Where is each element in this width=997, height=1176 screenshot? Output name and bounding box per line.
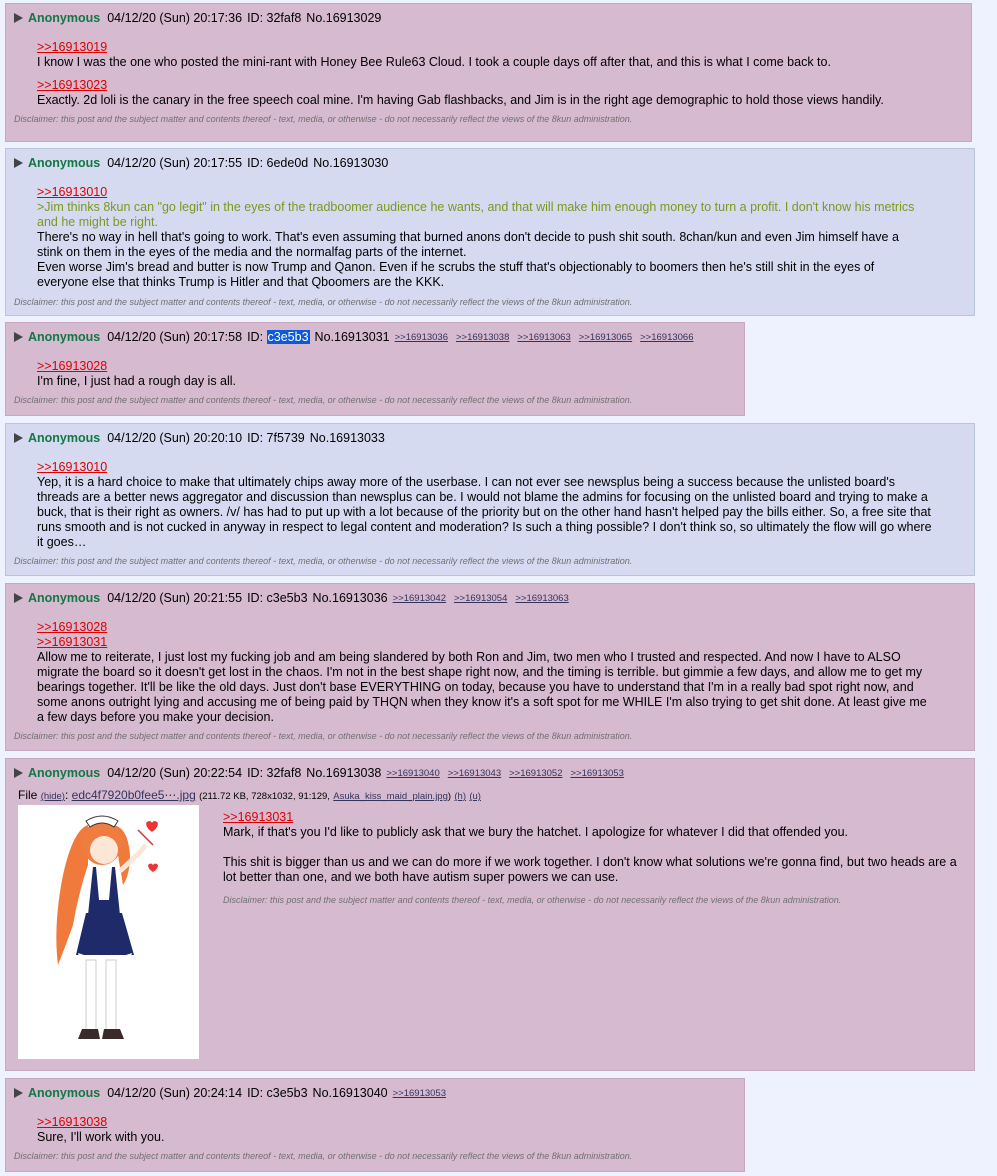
post-header (14, 584, 966, 612)
post-number[interactable]: No.16913036 (312, 591, 388, 605)
poster-name: Anonymous (28, 156, 101, 170)
file-info: File (hide): edc4f7920b0fee5⋯.jpg (211.72 KB, 728x1032, 91:129, Asuka_kiss_maid_plain.jpg) (h) (u) (18, 788, 481, 802)
post-text: There's no way in hell that's going to work. That's even assuming that burned anons don't decide to push shit south. 8chan/kun and even Jim himself have a stink on them in the eyes of the media and the normalfag parts of the internet. (37, 230, 899, 259)
post (5, 148, 975, 316)
poster-id[interactable]: c3e5b3 (266, 1086, 308, 1100)
disclaimer: Disclaimer: this post and the subject matter and contents thereof - text, media, or otherwise - do not necessarily reflect the views of the 8kun administration. (14, 556, 633, 566)
post-image-thumbnail[interactable] (18, 805, 199, 1059)
backlink[interactable]: >>16913054 (454, 592, 508, 604)
post-menu-arrow-icon[interactable] (14, 768, 23, 778)
quote-link[interactable]: >>16913023 (37, 78, 108, 92)
quote-link[interactable]: >>16913028 (37, 359, 108, 373)
quote-link[interactable]: >>16913038 (37, 1115, 108, 1129)
post-text: Exactly. 2d loli is the canary in the free speech coal mine. I'm having Gab flashbacks, and Jim is in the right age demographic to hold those views handily. (37, 93, 884, 107)
post-text: Mark, if that's you I'd like to publicly ask that we bury the hatchet. I apologize for whatever I did that offended you. (223, 825, 849, 839)
post-date: 04/12/20 (Sun) 20:17:58 (107, 330, 243, 344)
post-body (14, 1107, 736, 1145)
post-date: 04/12/20 (Sun) 20:20:10 (107, 431, 243, 445)
backlink[interactable]: >>16913052 (509, 767, 563, 779)
poster-id[interactable]: 6ede0d (266, 156, 309, 170)
backlink[interactable]: >>16913040 (386, 767, 440, 779)
post-body (14, 351, 736, 389)
poster-id-label: ID: (247, 591, 264, 605)
post-body (14, 32, 963, 108)
disclaimer: Disclaimer: this post and the subject matter and contents thereof - text, media, or otherwise - do not necessarily reflect the views of the 8kun administration. (14, 395, 633, 405)
backlink[interactable]: >>16913053 (392, 1087, 446, 1099)
file-details: (211.72 KB, 728x1032, 91:129, (199, 791, 330, 802)
file-u-link[interactable]: (u) (469, 791, 481, 802)
post-body (14, 177, 966, 290)
quote-link[interactable]: >>16913028 (37, 620, 108, 634)
poster-id[interactable]: c3e5b3 (266, 591, 308, 605)
backlink[interactable]: >>16913038 (456, 331, 510, 343)
post-text: I know I was the one who posted the mini-rant with Honey Bee Rule63 Cloud. I took a couple days off after that, and this is what I come back to. (37, 55, 831, 69)
post (5, 423, 975, 576)
poster-id-label: ID: (247, 11, 264, 25)
poster-id[interactable]: 32faf8 (266, 766, 302, 780)
post-menu-arrow-icon[interactable] (14, 593, 23, 603)
file-details-close: ) (447, 791, 452, 802)
backlink[interactable]: >>16913065 (578, 331, 633, 343)
post-number[interactable]: No.16913031 (314, 330, 390, 344)
post-number[interactable]: No.16913040 (312, 1086, 388, 1100)
post-date: 04/12/20 (Sun) 20:24:14 (107, 1086, 243, 1100)
quote-link[interactable]: >>16913010 (37, 460, 108, 474)
disclaimer: Disclaimer: this post and the subject matter and contents thereof - text, media, or otherwise - do not necessarily reflect the views of the 8kun administration. (14, 297, 633, 307)
backlink[interactable]: >>16913053 (570, 767, 624, 779)
original-filename-link[interactable]: Asuka_kiss_maid_plain.jpg (333, 791, 448, 802)
post (5, 583, 975, 751)
poster-name: Anonymous (28, 1086, 101, 1100)
anime-maid-illustration (18, 805, 199, 1059)
backlink[interactable]: >>16913063 (517, 331, 571, 343)
post-menu-arrow-icon[interactable] (14, 332, 23, 342)
post-text: Allow me to reiterate, I just lost my fucking job and am being slandered by both Ron and Jim, two men who I trusted and respected. And now I have to ALSO migrate the board so it doesn't get lost in the chaos. I'm not in the best shape right now, and the timing is terrible. but gimmie a few days, and allow me to get my bearings together. It'll be like the old days. Just don't base EVERYTHING on today, because you have to understand that I'm in a really bad spot right now, and some anons outright lying and accusing me of being paid by THQN when they know it's a soft spot for me WHILE I'm also trying to get shit done. At least give me a few days before you make your decision. (37, 650, 927, 724)
disclaimer: Disclaimer: this post and the subject matter and contents thereof - text, media, or otherwise - do not necessarily reflect the views of the 8kun administration. (14, 114, 633, 124)
post-header (14, 424, 966, 452)
post-text: This shit is bigger than us and we can do more if we work together. I don't know what solutions we're gonna find, but two heads are a lot better than one, and we both have autism super powers we can use. (223, 855, 957, 884)
post-menu-arrow-icon[interactable] (14, 1088, 23, 1098)
post-body (223, 810, 960, 908)
post-date: 04/12/20 (Sun) 20:22:54 (107, 766, 243, 780)
post-number[interactable]: No.16913030 (313, 156, 389, 170)
post-date: 04/12/20 (Sun) 20:17:55 (107, 156, 243, 170)
file-name-link[interactable]: edc4f7920b0fee5⋯.jpg (71, 788, 196, 802)
poster-name: Anonymous (28, 11, 101, 25)
hide-file-link[interactable]: (hide) (40, 791, 65, 802)
quote-link[interactable]: >>16913019 (37, 40, 108, 54)
post-text: Sure, I'll work with you. (37, 1130, 165, 1144)
quote-link[interactable]: >>16913010 (37, 185, 108, 199)
post (5, 322, 745, 416)
post-menu-arrow-icon[interactable] (14, 158, 23, 168)
post-body (14, 452, 966, 550)
post-header (14, 1079, 736, 1107)
post-date: 04/12/20 (Sun) 20:21:55 (107, 591, 243, 605)
post-header (14, 759, 966, 787)
post-header (14, 4, 963, 32)
poster-name: Anonymous (28, 591, 101, 605)
post (5, 1078, 745, 1172)
poster-id-label: ID: (247, 766, 264, 780)
post-number[interactable]: No.16913033 (309, 431, 385, 445)
post (5, 3, 972, 142)
post-number[interactable]: No.16913029 (306, 11, 382, 25)
poster-id-label: ID: (247, 156, 264, 170)
post-number[interactable]: No.16913038 (306, 766, 382, 780)
disclaimer: Disclaimer: this post and the subject matter and contents thereof - text, media, or otherwise - do not necessarily reflect the views of the 8kun administration. (14, 1151, 633, 1161)
backlink[interactable]: >>16913042 (392, 592, 446, 604)
file-h-link[interactable]: (h) (454, 791, 467, 802)
file-label: File (18, 788, 38, 802)
greentext: >Jim thinks 8kun can "go legit" in the eyes of the tradboomer audience he wants, and that will make him enough money to turn a profit. I don't know his metrics and he might be right. (37, 200, 915, 229)
poster-id-label: ID: (247, 330, 264, 344)
backlink[interactable]: >>16913063 (515, 592, 569, 604)
backlink[interactable]: >>16913036 (394, 331, 448, 343)
poster-id-label: ID: (247, 1086, 264, 1100)
backlink[interactable]: >>16913043 (447, 767, 502, 779)
disclaimer: Disclaimer: this post and the subject matter and contents thereof - text, media, or otherwise - do not necessarily reflect the views of the 8kun administration. (14, 731, 633, 741)
disclaimer: Disclaimer: this post and the subject matter and contents thereof - text, media, or otherwise - do not necessarily reflect the views of the 8kun administration. (223, 895, 842, 905)
post-body (14, 612, 966, 725)
quote-link[interactable]: >>16913031 (37, 635, 108, 649)
poster-name: Anonymous (28, 330, 101, 344)
post-date: 04/12/20 (Sun) 20:17:36 (107, 11, 243, 25)
post (5, 758, 975, 1071)
post-text: I'm fine, I just had a rough day is all. (37, 374, 237, 388)
poster-id-label: ID: (247, 431, 264, 445)
post-header (14, 323, 736, 351)
poster-id-highlighted[interactable]: c3e5b3 (267, 330, 309, 344)
post-menu-arrow-icon[interactable] (14, 433, 23, 443)
poster-id[interactable]: 32faf8 (266, 11, 302, 25)
poster-name: Anonymous (28, 766, 101, 780)
backlink[interactable]: >>16913066 (640, 331, 694, 343)
post-menu-arrow-icon[interactable] (14, 13, 23, 23)
quote-link[interactable]: >>16913031 (223, 810, 294, 824)
poster-name: Anonymous (28, 431, 101, 445)
post-text: Even worse Jim's bread and butter is now Trump and Qanon. Even if he scrubs the stuff that's objectionably to boomers then he's still shit in the eyes of everyone else that thinks Trump is Hitler and that Qboomers are the KKK. (37, 260, 875, 289)
post-header (14, 149, 966, 177)
post-text: Yep, it is a hard choice to make that ultimately chips away more of the userbase. I can not ever see newsplus being a success because the unlisted board's threads are a better news aggregator and discussion than newsplus can be. I would not blame the admins for focusing on the unlisted board and trying to make a buck, that is their right as owners. /v/ has had to put up with a lot because of the priority but on the other hand hasn't helped pay the bills either. So, a free site that runs smooth and is not cucked in anyway in respect to legal content and moderation? Is such a thing possible? I don't think so, so ultimately the flow will go where it goes… (37, 475, 932, 549)
poster-id[interactable]: 7f5739 (266, 431, 305, 445)
